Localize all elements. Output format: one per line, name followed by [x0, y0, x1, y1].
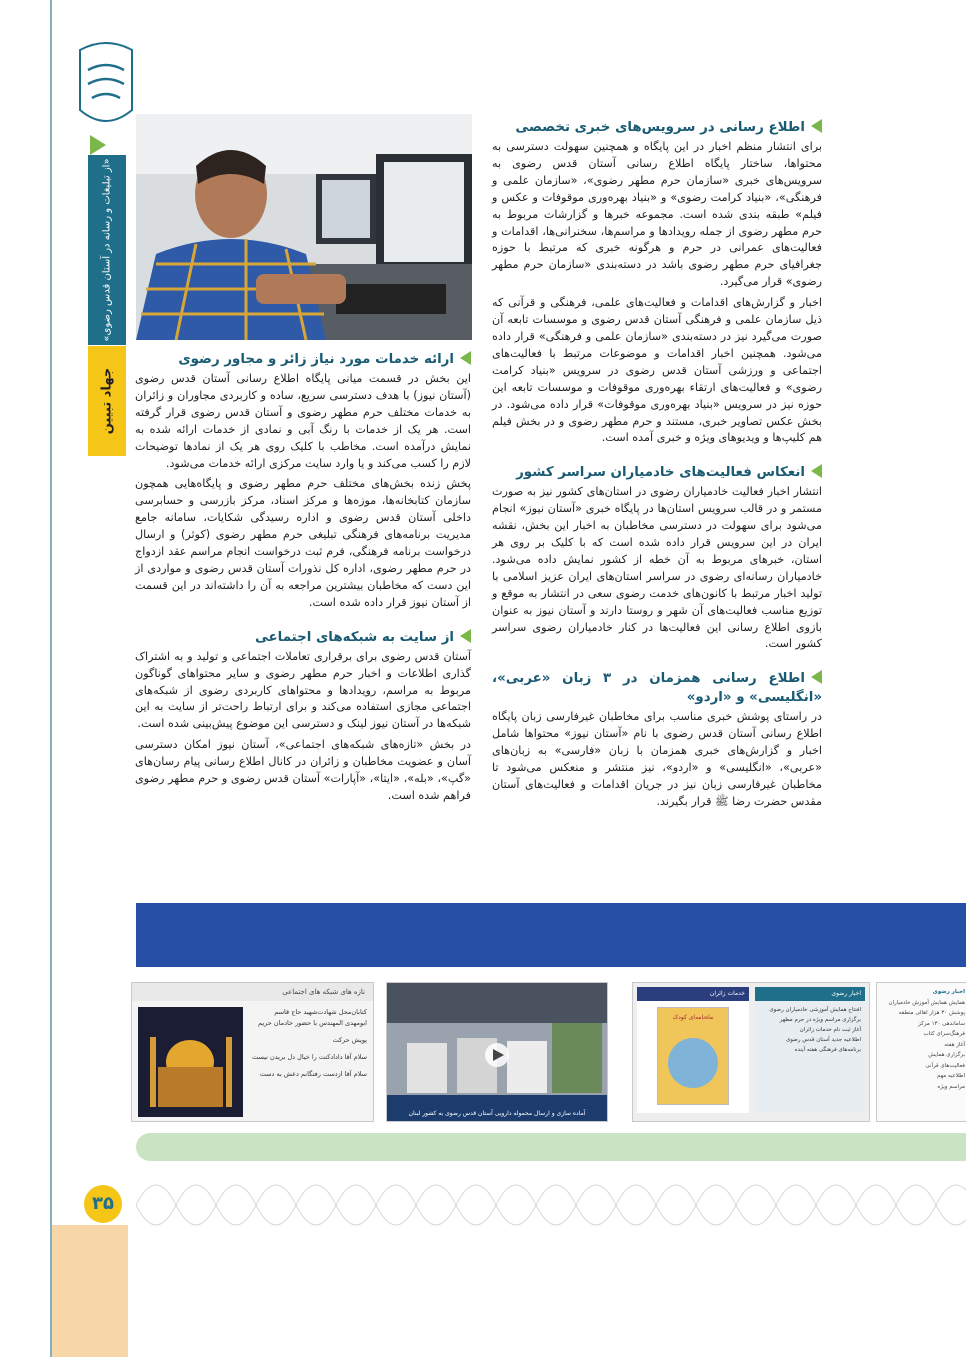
shrine-dome-icon	[138, 1007, 243, 1117]
paragraph: در راستای پوشش خبری مناسب برای مخاطبان غیرفارسی زبان پایگاه اطلاع رسانی آستان قدس رضوی با نام «آستان نیوز» محتواها شامل اخبار و گزارش‌های خبری همزمان با زبان «فارسی» به زبان‌های «عربی»، «انگلیسی» و «اردو»، نیز منتشر و منعکس می‌شود تا مخاطبان غیرفارسی زبان نیز در جریان اقدامات و فعالیت‌های آستان مقدس حضرت رضا ﷺ قرار بگیرند.	[492, 710, 822, 808]
page-number: ۳۵	[84, 1185, 122, 1223]
right-column	[492, 118, 822, 815]
news-item[interactable]: فرهنگ‌سرای کتاب	[923, 1031, 965, 1037]
website-screenshots	[136, 967, 966, 1127]
news-panel	[755, 987, 865, 1113]
warehouse-video-thumbnail	[387, 983, 607, 1121]
news-list	[755, 1001, 865, 1059]
heading-text: اطلاع رسانی در سرویس‌های خبری تخصصی	[515, 120, 805, 135]
geometric-pattern	[136, 1165, 966, 1245]
series-title: «از تبلیغات و رسانه در آستان قدس رضوی»	[101, 158, 113, 342]
heading-triangle-icon	[460, 351, 471, 365]
list-item[interactable]: ابومهدی المهندس با حضور خادمان حریم	[258, 1019, 367, 1027]
sidebar-triangle-icon	[90, 135, 106, 155]
list-item[interactable]: سلام آقا دادادکتت را خیال دل بریدن نیست	[251, 1053, 367, 1061]
sidebar-divider-line	[50, 0, 52, 1357]
right-news-list	[877, 983, 966, 1096]
book-panel	[637, 987, 749, 1113]
heading-text: ارائه خدمات مورد نیاز زائر و مجاور رضوی	[178, 352, 454, 367]
services-header: خدمات زائران	[637, 987, 749, 1001]
photo-illustration	[136, 114, 472, 340]
list-item[interactable]: پویش حرکت	[332, 1036, 367, 1044]
green-decorative-band	[136, 1133, 966, 1161]
paragraph: آستان قدس رضوی برای برقراری تعاملات اجتماعی و تولید و به اشتراک گذاری اطلاعات و اخبار حرم مطهر رضوی و سایر محتواهای گوناگون مربوط به مراسم، رویدادها و محتواهای کاربردی رضوی از شبکه‌های اجتماعی مجازی استفاده می‌کند و برای ارتباط راحت‌تر از سایت به این شبکه‌ها در آستان نیوز لینک و دسترسی این موضوع پیش‌بینی شده است.	[135, 649, 471, 731]
news-item[interactable]: آغاز هفته	[944, 1041, 965, 1048]
list-item[interactable]: سلام آقا ازدست رفتگانم دعش به دست	[259, 1070, 367, 1078]
news-item[interactable]: همایش همایش آموزش خادمیاران	[888, 999, 965, 1006]
news-item[interactable]: برنامه‌های فرهنگی هفته آینده	[794, 1047, 861, 1053]
shrine-image	[138, 1007, 243, 1117]
section-heading	[135, 628, 471, 647]
news-page-screenshot	[632, 982, 870, 1122]
heading-triangle-icon	[811, 670, 822, 684]
section-heading	[135, 350, 471, 369]
social-item-list	[249, 1007, 367, 1080]
news-item[interactable]: مراسم ویژه	[937, 1083, 965, 1090]
paragraph: برای انتشار منظم اخبار در این پایگاه و همچنین سهولت دسترسی به محتواها، ساختار پایگاه اطلاع رسانی آستان قدس رضوی به سرویس‌های خبری «سازمان حرم مطهر رضوی»، «سازمان علمی و فرهنگی»، «بنیاد کرامت رضوی» و «بنیاد بهره‌وری موقوفات و عکس و فیلم» طبقه بندی شده است. مجموعه خبرها و گزارشات مربوط به حرم مطهر رضوی از جمله رویدادها و مراسم‌ها، سخنرانی‌ها، اقدامات و فعالیت‌های عمرانی در حرم و هرگونه خبری که مرتبط با حوزه جغرافیای حرم مطهر رضوی باشد در دسته‌بندی «سازمان حرم مطهر رضوی» قرار می‌گیرد.	[492, 140, 822, 289]
list-item[interactable]: کتابان‌محل شهادت‌شهید حاج قاسم	[274, 1008, 367, 1016]
news-item[interactable]: پوشش ۳۰ هزار اهالی منطقه	[898, 1010, 965, 1016]
news-header: اخبار رضوی	[755, 987, 865, 1001]
heading-triangle-icon	[811, 119, 822, 133]
paragraph: این بخش در قسمت میانی پایگاه اطلاع رسانی آستان قدس رضوی (آستان نیوز) با هدف دسترسی سریع، ساده و کاربردی مجاوران و زائران به خدمات مختلف حرم مطهر رضوی و آستان قدس رضوی قرار گرفته است. هر یک از خدمات با رنگ آبی و نمادی از خدمات ارائه شده به نمایش درآمده است. مخاطب با کلیک روی هر یک از نمادها توضیحات لازم را کسب می‌کند و یا وارد سایت مرکزی ارائه خدمات می‌شود.	[135, 372, 471, 470]
magazine-logo	[70, 40, 142, 130]
newsroom-photo	[136, 114, 472, 340]
heading-text: اطلاع رسانی همزمان در ۳ زبان «عربی»، «انگلیسی» و «اردو»	[492, 671, 822, 706]
heading-triangle-icon	[460, 629, 471, 643]
paragraph: پخش زنده بخش‌های مختلف حرم مطهر رضوی و پایگاه‌هایی همچون سازمان کتابخانه‌ها، موزه‌ها و مرکز اسناد، مرکز بازرسی و حسابرسی داخلی آستان قدس رضوی و اداره رسیدگی شکایات، سامانه جامع مدیریت برنامه‌های فرهنگی تبلیغی حرم مطهر رضوی (کوثر) و ارسال درخواست برنامه فرهنگی، فرم ثبت درخواست انجام مراسم عقد ازدواج در حرم مطهر رضوی، اداره کل نذورات آستان قدس رضوی و مواردی از این دست که مخاطبان بیشترین مراجعه به آن را داشته‌اند در این قسمت از آستان نیوز قرار داده شده است.	[135, 477, 471, 609]
book-cover	[657, 1007, 729, 1105]
page-sidebar	[0, 0, 128, 1357]
heading-text: از سایت به شبکه‌های اجتماعی	[254, 629, 454, 645]
section-heading	[492, 118, 822, 137]
social-panel-title: تازه های شبکه های اجتماعی	[131, 983, 373, 1001]
paragraph: در بخش «تازه‌های شبکه‌های اجتماعی»، آستان نیوز امکان دسترسی آسان و عضویت مخاطبان و زائران در کانال اطلاع رسانی پیام رسان‌های «گپ»، «بله»، «ایتا»، «آپارات» آستان قدس رضوی و حرم مطهر رضوی فراهم شده است.	[135, 738, 471, 802]
section-heading	[492, 669, 822, 707]
book-title: ماه‌نامه‌ای کودک	[672, 1014, 714, 1021]
right-list-title: اخبار رضوی	[932, 989, 965, 995]
news-item[interactable]: فعالیت‌های قرآنی	[925, 1062, 965, 1069]
left-column	[135, 350, 471, 809]
news-item[interactable]: برگزاری همایش	[928, 1052, 965, 1058]
video-screenshot	[386, 982, 608, 1122]
sidebar-bottom-ornament	[52, 1225, 128, 1357]
news-item[interactable]: اطلاعیه مهم	[937, 1073, 965, 1079]
news-item[interactable]: برگزاری مراسم ویژه در حرم مطهر	[779, 1017, 861, 1023]
book-illustration	[668, 1038, 718, 1088]
news-item[interactable]: افتتاح همایش آموزشی خادمیاران رضوی	[769, 1007, 861, 1013]
blue-banner	[136, 903, 966, 967]
news-item[interactable]: آغاز ثبت نام خدمات زائران	[799, 1027, 861, 1033]
section-tab	[88, 346, 126, 456]
social-panel-screenshot	[131, 982, 374, 1122]
section-label: جهاد تبیین	[99, 367, 115, 435]
paragraph: اخبار و گزارش‌های اقدامات و فعالیت‌های علمی، فرهنگی و قرآنی که ذیل سازمان علمی و فرهنگی آستان قدس رضوی و موسسات تابعه آن صورت می‌گیرد نیز در دسته‌بندی «سازمان علمی و فرهنگی» قرار داده می‌شود. همچنین اخبار اقدامات و موضوعات مرتبط با فعالیت‌های اجتماعی و ورزشی آستان قدس رضوی در سرویس «بنیاد کرامت رضوی» و فعالیت‌های ارتقاء بهره‌وری موقوفات و موسسات تابعه این حوزه نیز در سرویس «بنیاد بهره‌وری موقوفات» قرار داده می‌شود. در بخش عکس تصاویر خبری، مستند و حرم مطهر رضوی و در بخش فیلم هم کلیپ‌ها و ویدیوهای ویژه و خبری آمده است.	[492, 296, 822, 445]
video-caption: آماده سازی و ارسال محموله دارویی آستان قدس رضوی به کشور لبنان	[408, 1110, 586, 1117]
news-item[interactable]: ساماندهی ۱۳۰ مرکز	[918, 1020, 965, 1027]
paragraph: انتشار اخبار فعالیت خادمیاران رضوی در استان‌های کشور نیز به صورت مستمر و در قالب سرویس استان‌ها در پایگاه خبری «آستان نیوز» انجام می‌شود برای سهولت در دسترسی مخاطبان به اخبار این بخش، نقشه ایران در این سرویس قرار داده شده است که با کلیک بر روی هر استان، خبرهای مربوط به آن خطه از کشور نمایش داده می‌شود. خادمیاران رسانه‌ای رضوی در سراسر استان‌های ایران عزیز اسلامی با تولید اخبار مرتبط با کانون‌های خدمت رضوی سعی در انتشار به موقع و توزیع مناسب فعالیت‌های آن شهر و روستا دارند و آستان نیوز به عنوان بازوی اطلاع رسانی این فعالیت‌ها در کنار خادمیاران رضوی سراسر کشور است.	[492, 485, 822, 651]
section-heading	[492, 463, 822, 482]
heading-text: انعکاس فعالیت‌های خادمیاران سراسر کشور	[516, 465, 805, 481]
series-title-band	[88, 155, 126, 345]
news-item[interactable]: اطلاعیه جدید آستان قدس رضوی	[786, 1037, 861, 1043]
news-list-screenshot	[876, 982, 966, 1122]
heading-triangle-icon	[811, 464, 822, 478]
